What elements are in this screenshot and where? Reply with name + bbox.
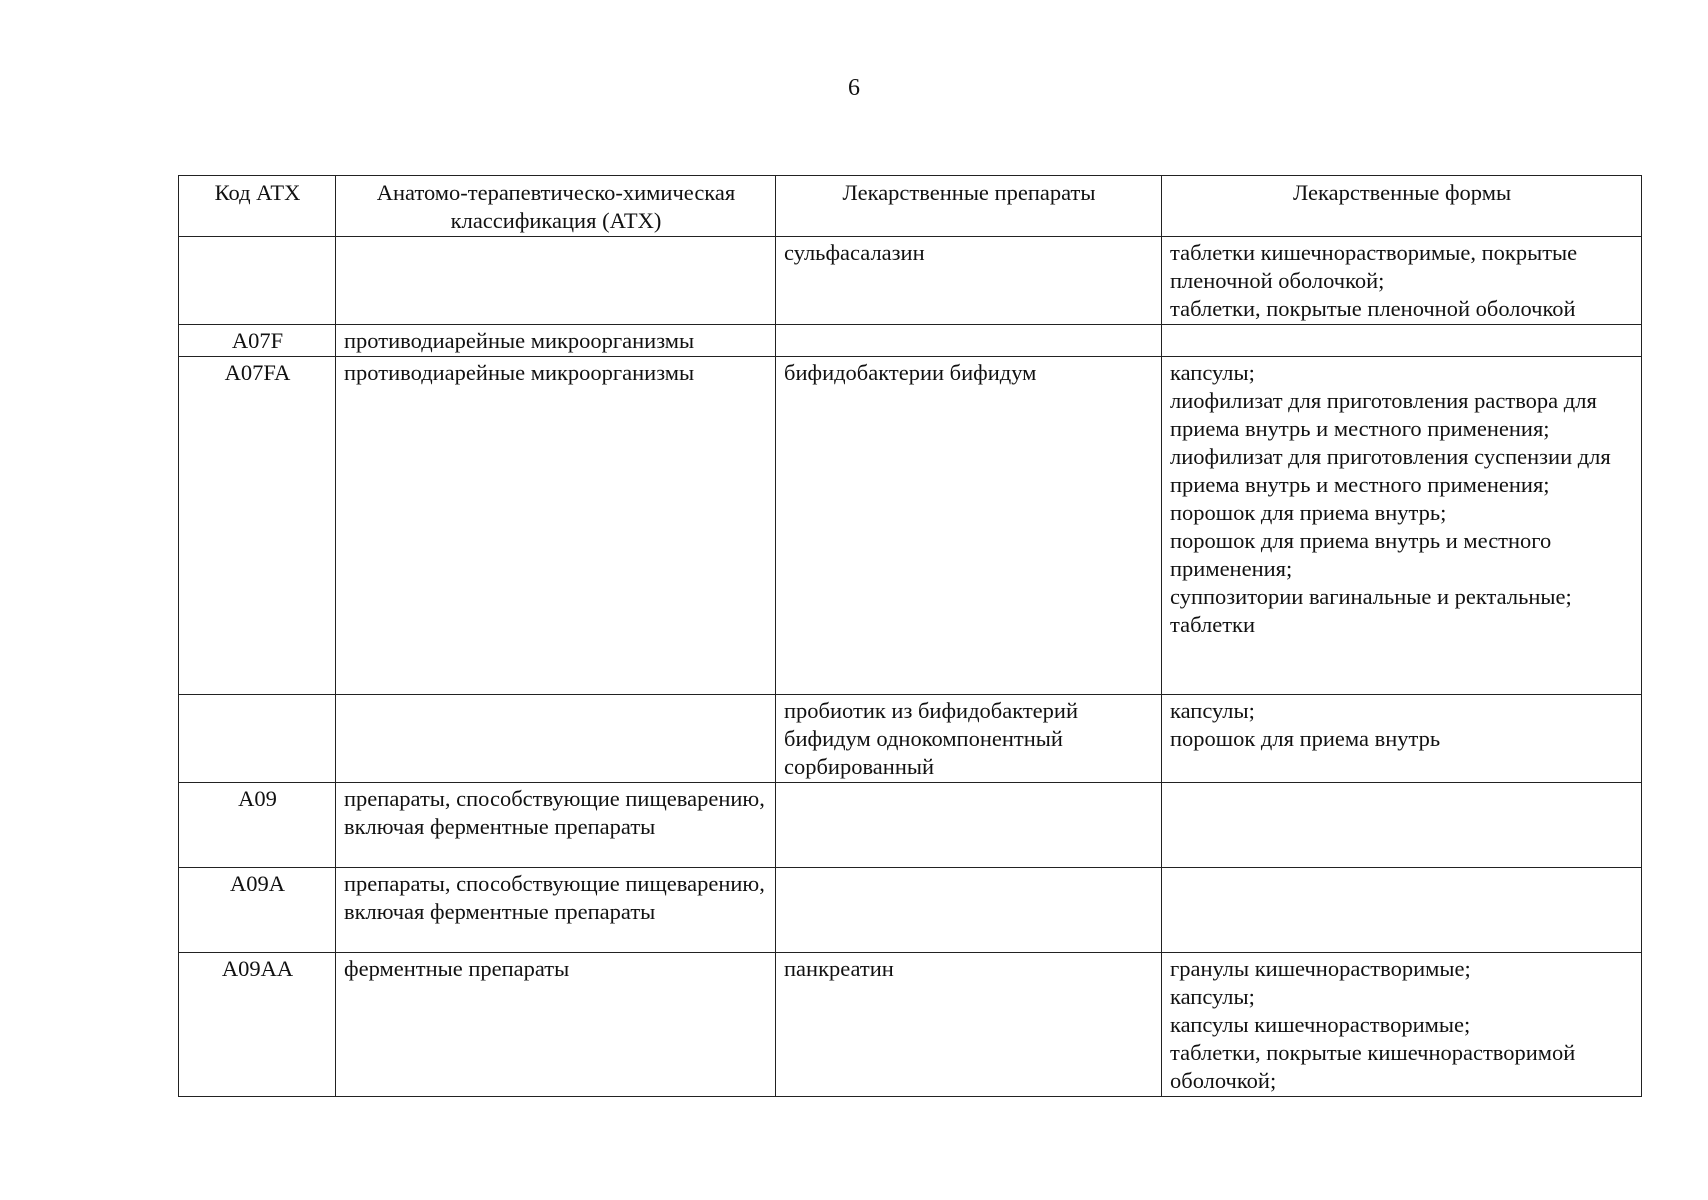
- atc-code-cell: A07F: [179, 325, 336, 357]
- form-item: суппозитории вагинальные и ректальные;: [1170, 584, 1572, 609]
- form-item: капсулы;: [1170, 984, 1255, 1009]
- forms-cell: [1162, 953, 1642, 1097]
- drug-cell: [776, 325, 1162, 357]
- form-item: капсулы;: [1170, 360, 1255, 385]
- form-item: лиофилизат для приготовления суспензии для приема внутрь и местного применения;: [1170, 444, 1611, 497]
- classification-cell: препараты, способствующие пищеварению, включая ферментные препараты: [336, 783, 776, 868]
- classification-cell: [336, 237, 776, 325]
- classification-cell: противодиарейные микроорганизмы: [336, 325, 776, 357]
- table-row: [179, 953, 1642, 1097]
- forms-cell: [1162, 868, 1642, 953]
- form-item: таблетки, покрытые кишечнорастворимой оболочкой;: [1170, 1040, 1576, 1093]
- form-item: порошок для приема внутрь: [1170, 726, 1441, 751]
- form-item: таблетки кишечнорастворимые, покрытые пленочной оболочкой;: [1170, 240, 1578, 293]
- form-item: капсулы;: [1170, 698, 1255, 723]
- atc-code-cell: [179, 695, 336, 783]
- atc-code-cell: [179, 237, 336, 325]
- classification-cell: препараты, способствующие пищеварению, включая ферментные препараты: [336, 868, 776, 953]
- header-atc-classification: Анатомо-терапевтическо-химическая классификация (АТХ): [336, 176, 776, 237]
- table-row: [179, 237, 1642, 325]
- table-row: [179, 868, 1642, 953]
- form-item: таблетки: [1170, 612, 1256, 637]
- forms-cell: [1162, 357, 1642, 695]
- forms-cell: [1162, 325, 1642, 357]
- drug-cell: бифидобактерии бифидум: [776, 357, 1162, 695]
- form-item: лиофилизат для приготовления раствора для приема внутрь и местного применения;: [1170, 388, 1597, 441]
- drug-cell: [776, 868, 1162, 953]
- classification-cell: противодиарейные микроорганизмы: [336, 357, 776, 695]
- atc-code-cell: A09: [179, 783, 336, 868]
- classification-cell: ферментные препараты: [336, 953, 776, 1097]
- form-item: порошок для приема внутрь и местного применения;: [1170, 528, 1552, 581]
- table-header-row: [179, 176, 1642, 237]
- form-item: капсулы кишечнорастворимые;: [1170, 1012, 1471, 1037]
- form-item: гранулы кишечнорастворимые;: [1170, 956, 1471, 981]
- forms-cell: [1162, 695, 1642, 783]
- table-row: [179, 357, 1642, 695]
- atc-code-cell: A09AA: [179, 953, 336, 1097]
- drug-cell: пробиотик из бифидобактерий бифидум однокомпонентный сорбированный: [776, 695, 1162, 783]
- header-drugs: Лекарственные препараты: [776, 176, 1162, 237]
- table-row: [179, 325, 1642, 357]
- forms-cell: [1162, 237, 1642, 325]
- atc-code-cell: A07FA: [179, 357, 336, 695]
- header-atc-code: Код АТХ: [179, 176, 336, 237]
- atc-code-cell: A09A: [179, 868, 336, 953]
- table-row: [179, 695, 1642, 783]
- atc-table: [178, 175, 1642, 1097]
- drug-cell: сульфасалазин: [776, 237, 1162, 325]
- header-dosage-forms: Лекарственные формы: [1162, 176, 1642, 237]
- form-item: порошок для приема внутрь;: [1170, 500, 1447, 525]
- drug-cell: панкреатин: [776, 953, 1162, 1097]
- page-number: 6: [848, 75, 860, 101]
- forms-cell: [1162, 783, 1642, 868]
- drug-cell: [776, 783, 1162, 868]
- form-item: таблетки, покрытые пленочной оболочкой: [1170, 296, 1576, 321]
- table-row: [179, 783, 1642, 868]
- classification-cell: [336, 695, 776, 783]
